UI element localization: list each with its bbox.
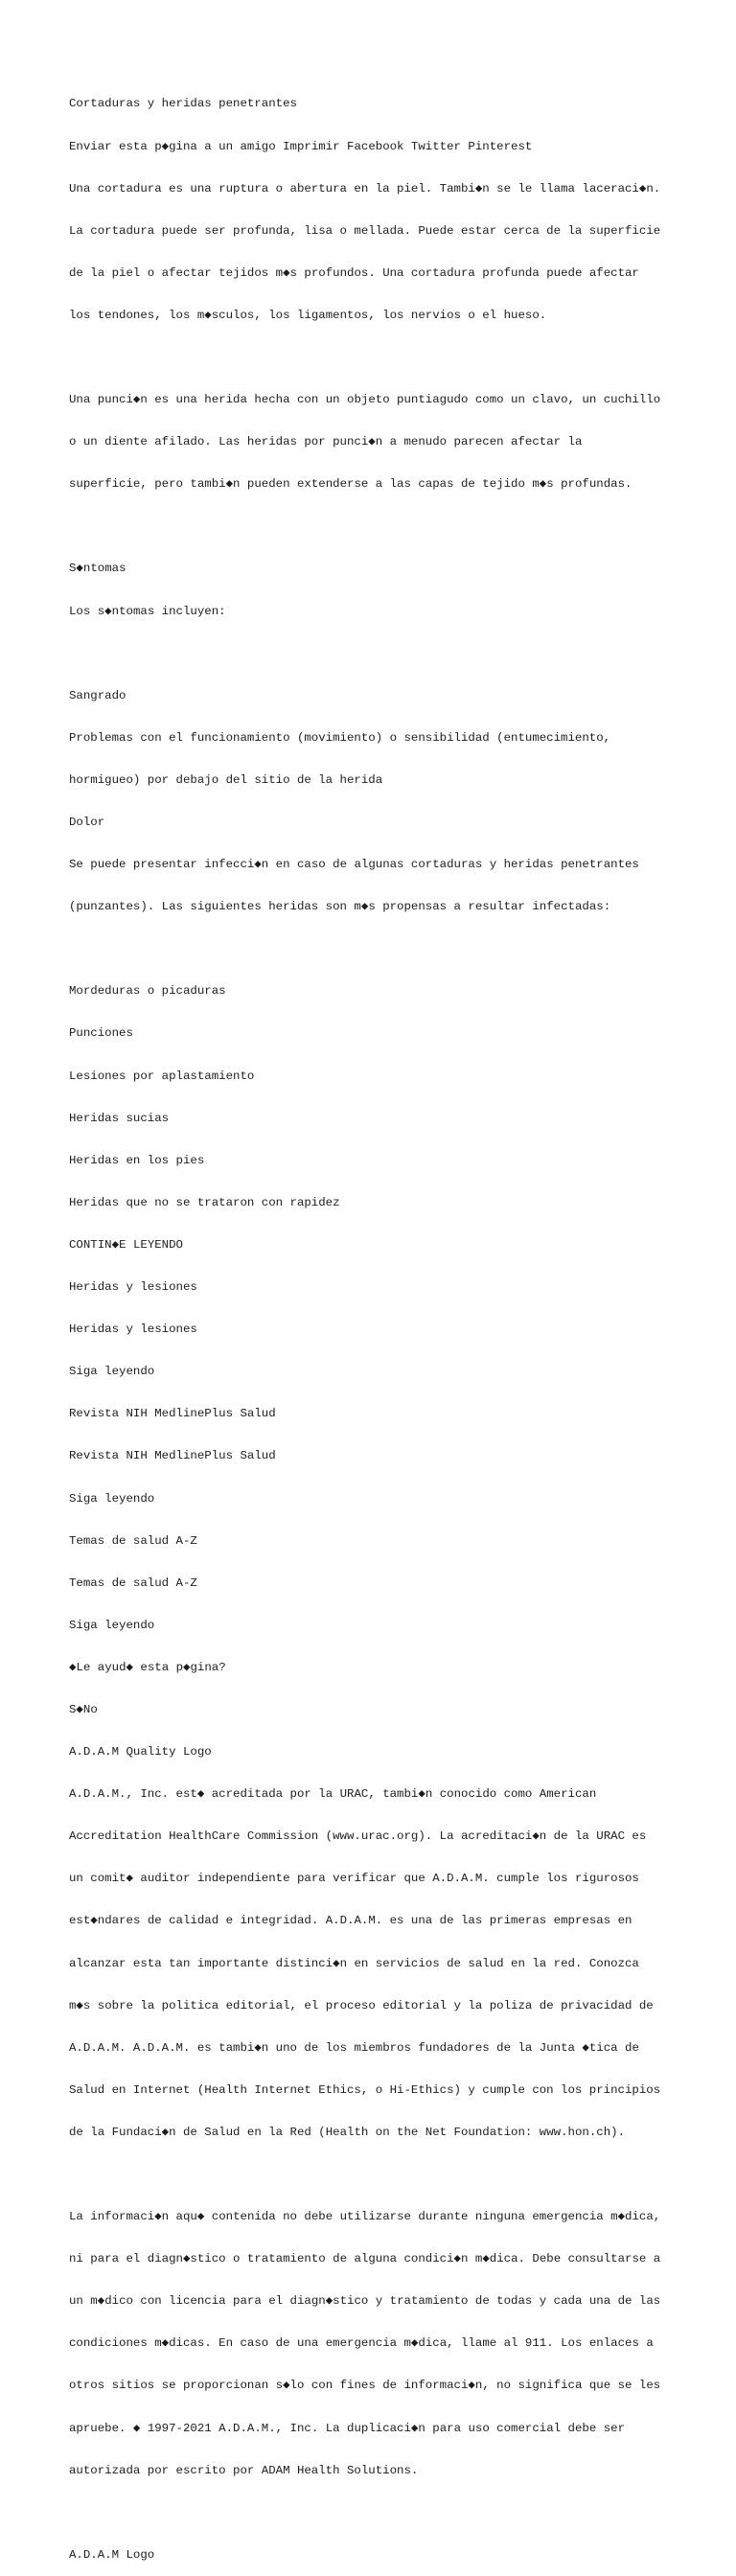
adam-logo-text: A.D.A.M Logo — [69, 2547, 155, 2562]
blank-line — [69, 647, 682, 661]
text-line: m◆s sobre la politica editorial, el proceso editorial y la poliza de privacidad de — [69, 1998, 654, 2012]
disclaimer-line: autorizada por escrito por ADAM Health Solutions. — [69, 2463, 419, 2477]
related-link[interactable]: Heridas y lesiones — [69, 1280, 197, 1295]
list-item: Mordeduras o picaduras — [69, 984, 226, 999]
section-heading: S◆ntomas — [69, 562, 126, 576]
blank-line — [69, 2506, 682, 2520]
list-item: Punciones — [69, 1026, 133, 1041]
blank-line — [69, 942, 682, 956]
continue-reading-label: CONTIN◆E LEYENDO — [69, 1237, 183, 1252]
text-line: los tendones, los m◆sculos, los ligamentos, los nervios o el hueso. — [69, 308, 547, 322]
list-item: hormigueo) por debajo del sitio de la herida — [69, 772, 383, 787]
text-line: un comit◆ auditor independiente para verificar que A.D.A.M. cumple los rigurosos — [69, 1872, 639, 1886]
text-line: de la piel o afectar tejidos m◆s profundos. Una cortadura profunda puede afectar — [69, 265, 639, 280]
page-title: Cortaduras y heridas penetrantes — [69, 97, 297, 111]
disclaimer-line: ni para el diagn◆stico o tratamiento de alguna condici◆n m◆dica. Debe consultarse a — [69, 2252, 661, 2266]
list-item: Heridas en los pies — [69, 1153, 205, 1167]
related-link[interactable]: Revista NIH MedlinePlus Salud — [69, 1407, 276, 1421]
text-line: superficie, pero tambi◆n pueden extenderse a las capas de tejido m◆s profundas. — [69, 477, 632, 492]
related-link[interactable]: Temas de salud A-Z — [69, 1533, 197, 1548]
blank-line — [69, 351, 682, 365]
related-link[interactable]: Temas de salud A-Z — [69, 1576, 197, 1590]
text-line: (punzantes). Las siguientes heridas son m◆s propensas a resultar infectadas: — [69, 900, 611, 914]
continue-reading-link[interactable]: Siga leyendo — [69, 1491, 155, 1506]
text-line: o un diente afilado. Las heridas por punci◆n a menudo parecen afectar la — [69, 435, 583, 449]
text-line: alcanzar esta tan importante distinci◆n en servicios de salud en la red. Conozca — [69, 1956, 639, 1970]
document-body — [69, 69, 682, 2576]
share-links-line[interactable]: Enviar esta p◆gina a un amigo Imprimir Facebook Twitter Pinterest — [69, 139, 533, 153]
disclaimer-line: La informaci◆n aqu◆ contenida no debe utilizarse durante ninguna emergencia m◆dica, — [69, 2210, 661, 2224]
text-line: est◆ndares de calidad e integridad. A.D.A.M. es una de las primeras empresas en — [69, 1914, 632, 1928]
disclaimer-line: otros sitios se proporcionan s◆lo con fines de informaci◆n, no significa que se les — [69, 2379, 661, 2393]
text-line: A.D.A.M., Inc. est◆ acreditada por la URAC, tambi◆n conocido como American — [69, 1787, 597, 1802]
text-line: Los s◆ntomas incluyen: — [69, 604, 226, 618]
list-item: Lesiones por aplastamiento — [69, 1069, 255, 1083]
text-line: Una cortadura es una ruptura o abertura en la piel. Tambi◆n se le llama laceraci◆n. — [69, 181, 661, 196]
text-line: Se puede presentar infecci◆n en caso de algunas cortaduras y heridas penetrantes — [69, 858, 639, 872]
related-link[interactable]: Revista NIH MedlinePlus Salud — [69, 1449, 276, 1463]
text-line: Salud en Internet (Health Internet Ethics, o Hi-Ethics) y cumple con los principios — [69, 2082, 661, 2097]
continue-reading-link[interactable]: Siga leyendo — [69, 1618, 155, 1632]
disclaimer-line: condiciones m◆dicas. En caso de una emergencia m◆dica, llame al 911. Los enlaces a — [69, 2336, 654, 2351]
list-item: Heridas que no se trataron con rapidez — [69, 1195, 340, 1209]
related-link[interactable]: Heridas y lesiones — [69, 1322, 197, 1337]
list-item: Sangrado — [69, 688, 126, 702]
text-line: La cortadura puede ser profunda, lisa o mellada. Puede estar cerca de la superficie — [69, 223, 661, 238]
text-line: A.D.A.M. A.D.A.M. es tambi◆n uno de los miembros fundadores de la Junta ◆tica de — [69, 2040, 639, 2055]
list-item: Heridas sucias — [69, 1111, 170, 1125]
text-line: Una punci◆n es una herida hecha con un objeto puntiagudo como un clavo, un cuchillo — [69, 393, 661, 407]
quality-logo-text: A.D.A.M Quality Logo — [69, 1745, 212, 1760]
feedback-question: ◆Le ayud◆ esta p◆gina? — [69, 1660, 226, 1674]
feedback-yes-no[interactable]: S◆No — [69, 1702, 98, 1716]
list-item: Problemas con el funcionamiento (movimiento) o sensibilidad (entumecimiento, — [69, 730, 611, 745]
continue-reading-link[interactable]: Siga leyendo — [69, 1365, 155, 1379]
blank-line — [69, 519, 682, 534]
list-item: Dolor — [69, 816, 105, 829]
text-line: de la Fundaci◆n de Salud en la Red (Health on the Net Foundation: www.hon.ch). — [69, 2125, 626, 2139]
disclaimer-line: un m◆dico con licencia para el diagn◆stico y tratamiento de todas y cada una de las — [69, 2294, 661, 2309]
disclaimer-line: apruebe. ◆ 1997-2021 A.D.A.M., Inc. La duplicaci◆n para uso comercial debe ser — [69, 2421, 626, 2435]
blank-line — [69, 2168, 682, 2182]
text-line: Accreditation HealthCare Commission (www.urac.org). La acreditaci◆n de la URAC es — [69, 1829, 647, 1844]
